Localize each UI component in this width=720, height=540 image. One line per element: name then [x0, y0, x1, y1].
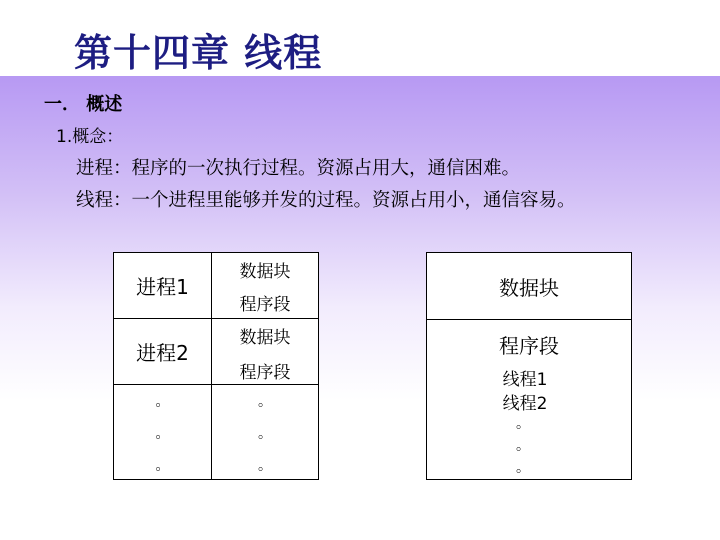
ellipsis-mark: 。	[258, 426, 272, 442]
ellipsis-mark: 。	[516, 438, 530, 454]
ellipsis-mark: 。	[155, 426, 170, 442]
ellipsis-mark: 。	[258, 394, 272, 410]
ellipsis-mark: 。	[258, 458, 272, 474]
data-block-label: 数据块	[239, 261, 291, 282]
thread-definition: 线程：一个进程里能够并发的过程。资源占用小，通信容易。	[76, 190, 576, 211]
box-divider	[427, 319, 631, 320]
thread2-label: 线程2	[502, 393, 548, 414]
program-segment-label: 程序段	[499, 333, 559, 358]
program-segment-label: 程序段	[239, 362, 291, 383]
thread-memory-box	[426, 252, 632, 480]
process1-label: 进程1	[136, 275, 189, 299]
slide-title: 第十四章 线程	[74, 30, 323, 75]
ellipsis-mark: 。	[516, 460, 530, 476]
program-segment-label: 程序段	[239, 294, 291, 315]
data-block-label: 数据块	[499, 275, 559, 300]
concept-heading: 1.概念：	[56, 127, 124, 147]
thread1-label: 线程1	[502, 369, 548, 390]
ellipsis-mark: 。	[516, 416, 530, 432]
process2-label: 进程2	[136, 341, 189, 365]
process-memory-table	[113, 252, 319, 480]
ellipsis-mark: 。	[155, 458, 170, 474]
ellipsis-mark: 。	[155, 394, 170, 410]
section-heading: 一． 概述	[44, 94, 123, 115]
process-definition: 进程：程序的一次执行过程。资源占用大，通信困难。	[76, 158, 521, 179]
data-block-label: 数据块	[239, 327, 291, 348]
